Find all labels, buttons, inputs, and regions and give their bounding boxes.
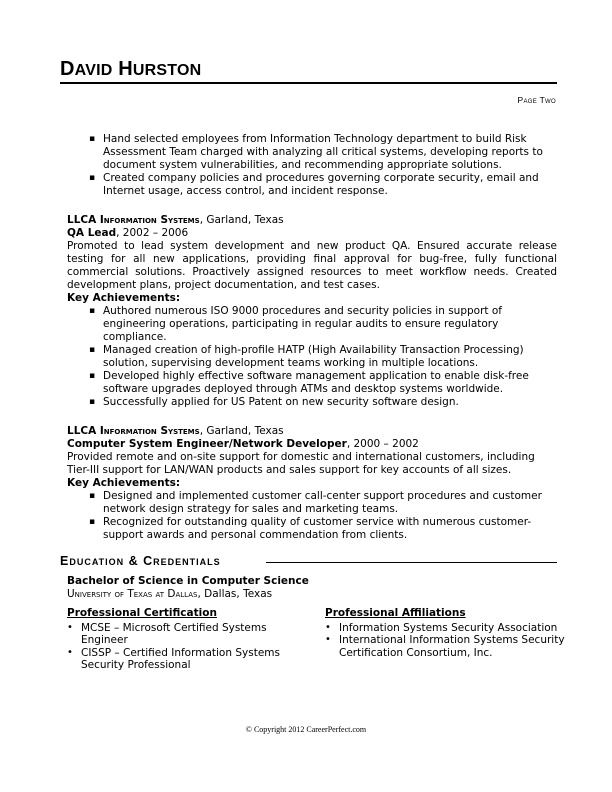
achievements-label: Key Achievements: (67, 477, 181, 489)
company-name: LLCA Information Systems (67, 214, 200, 226)
job-entry (67, 425, 557, 542)
achievements-list (67, 490, 557, 542)
achievements-label: Key Achievements: (67, 292, 181, 304)
job-dates: , 2000 – 2002 (346, 438, 419, 450)
list-item: ▪ Developed highly effective software management application to enable disk-free software upgrades deployed through ATMs and desktop systems worldwide. (67, 370, 557, 396)
certification-heading: Professional Certification (67, 607, 217, 619)
job-entry (67, 214, 557, 409)
list-item: ▪ Hand selected employees from Information Technology department to build Risk Assessment Team charged with analyzing all critical systems, developing reports to document system vulnerabilities, and recommending appropriate solutions. (67, 133, 557, 172)
achievements-list (67, 305, 557, 409)
job-dates: , 2002 – 2006 (116, 227, 189, 239)
experience-content (67, 133, 557, 542)
job-title: QA Lead (67, 227, 117, 239)
company-location: , Garland, Texas (199, 214, 284, 226)
company-name: LLCA Information Systems (67, 425, 200, 437)
affiliation-column (325, 607, 565, 659)
job-title: Computer System Engineer/Network Developer (67, 438, 347, 450)
list-item: • CISSP – Certified Information Systems Security Professional (67, 647, 312, 672)
degree: Bachelor of Science in Computer Science (67, 575, 309, 587)
section-rule (266, 562, 557, 563)
prior-job-bullets (67, 133, 557, 198)
header-rule (60, 82, 557, 84)
section-heading-education: Education & Credentials (60, 554, 557, 568)
list-item: ▪ Designed and implemented customer call-center support procedures and customer network design strategy for sales and marketing teams. (67, 490, 557, 516)
affiliation-heading: Professional Affiliations (325, 607, 466, 619)
job-description: Provided remote and on-site support for domestic and international customers, including Tier-III support for LAN/WAN products and sales support for key accounts of all sizes. (67, 451, 535, 476)
list-item: ▪ Managed creation of high-profile HATP (High Availability Transaction Processing) solution, supervising development teams working in multiple locations. (67, 344, 557, 370)
page-label: Page Two (517, 95, 556, 105)
list-item: ▪ Recognized for outstanding quality of customer service with numerous customer-support awards and personal commendation from clients. (67, 516, 557, 542)
list-item: ▪ Successfully applied for US Patent on new security software design. (67, 396, 557, 409)
school-name: University of Texas at Dallas (67, 588, 198, 600)
list-item: • MCSE – Microsoft Certified Systems Engineer (67, 622, 312, 647)
job-description: Promoted to lead system development and new product QA. Ensured accurate release testing for all new applications, providing final approval for bug-free, fully functional commercial solutions. Proactively assigned resources to meet workflow needs. Created development plans, project documentation, and test cases. (67, 240, 557, 291)
company-location: , Garland, Texas (199, 425, 284, 437)
school-location: , Dallas, Texas (197, 588, 273, 600)
list-item: • International Information Systems Security Certification Consortium, Inc. (325, 634, 565, 659)
education-block (67, 575, 557, 601)
list-item: • Information Systems Security Association (325, 622, 565, 635)
certification-column (67, 607, 312, 672)
list-item: ▪ Created company policies and procedures governing corporate security, email and Internet usage, access control, and incident response. (67, 172, 557, 198)
resume-name: DAVID HURSTON (60, 58, 202, 80)
list-item: ▪ Authored numerous ISO 9000 procedures and security policies in support of engineering operations, participating in regular audits to ensure regulatory compliance. (67, 305, 557, 344)
copyright-footer: © Copyright 2012 CareerPerfect.com (245, 725, 367, 734)
